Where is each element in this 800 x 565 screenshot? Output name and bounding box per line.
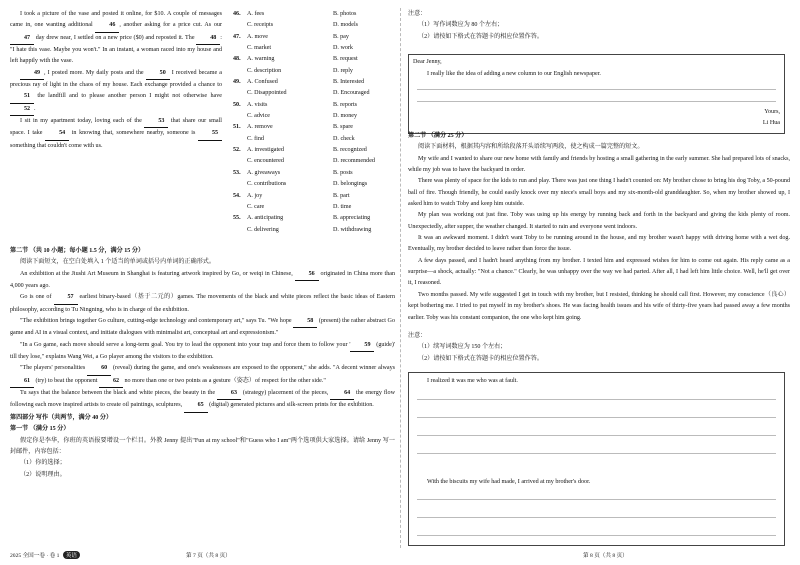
option-choice: D. recommended xyxy=(333,158,375,165)
option-choice: C. contributions xyxy=(247,181,287,188)
option-choice: D. work xyxy=(333,45,353,52)
option-choice: A. anticipating xyxy=(247,215,284,222)
option-choice: C. market xyxy=(247,45,272,52)
option-choice: B. spare xyxy=(333,124,353,131)
task1-item-1: （1）你的选择； xyxy=(20,460,66,467)
letter-greeting: Dear Jenny, xyxy=(413,59,442,65)
answer-blank[interactable]: 63 xyxy=(217,388,241,400)
para-tu: Tu says that the balance between the black and white pieces, the beauty in the 63 (strategy) placement of the pieces, 64 the energy flow following each move inspired artists to create oil paintings, sculptures, 65 (digital) generated pictures and silk-screen prints for the exhibition. xyxy=(10,388,395,413)
answer-blank[interactable]: 54 xyxy=(45,128,69,140)
option-choice: A. investigated xyxy=(247,147,284,154)
story-para-5: A few days passed, and I hadn't heard anything from my brother. I texted him and expressed wishes for him to come out again. His reply came as a surprise—a shock, actually: "Not a chance." Clearly, he was unhappy over the way we had parted. After all, I had left him little choice. Well, he'll get over it, I reasoned. xyxy=(408,257,790,287)
option-choice: B. photos xyxy=(333,11,357,17)
option-row xyxy=(233,77,403,88)
footer-badge: 英语 xyxy=(63,551,80,559)
note1-item-2: （2）请按如下格式在答题卡的相应位置作答。 xyxy=(418,33,543,40)
option-choice: D. reply xyxy=(333,67,353,74)
answer-blank[interactable]: 52 xyxy=(10,104,34,116)
answer-blank[interactable]: 59 xyxy=(350,340,374,352)
writing-line xyxy=(417,517,776,518)
para-personal: "The players' personalities 60 (reveal) during the game, and one's weaknesses are exposed to the opponent," she adds. "A decent winner always 61 (try) to beat the opponent 62 no more than one or two points as a gesture（姿态）of respect for the other side." xyxy=(10,363,395,388)
footer-code: 2025 全国一卷 · 卷 1 xyxy=(10,553,60,559)
cloze-passage-end xyxy=(10,9,222,152)
answer-blank[interactable]: 58 xyxy=(293,316,317,328)
option-row xyxy=(233,66,403,77)
writing-line xyxy=(417,535,776,536)
option-number: 55. xyxy=(233,215,241,222)
passage-para-2: 49 , I posted more. My daily posts and the 50 I received became a precious ray of light in the chaos of my house. Each exchange provided a chance to 51 the landfill and to please another person I might not otherwise have 52 . xyxy=(10,68,222,116)
answer-blank[interactable]: 60 xyxy=(87,363,111,375)
option-choice: C. description xyxy=(247,67,282,74)
writing-line xyxy=(417,101,776,102)
option-row xyxy=(233,9,403,20)
section2-heading-right: 第二节 （满分 25 分） xyxy=(408,133,468,139)
option-number xyxy=(233,43,247,54)
option-row xyxy=(233,54,403,65)
option-number xyxy=(233,134,247,145)
option-row xyxy=(233,213,403,224)
passage-para-1: I took a picture of the vase and posted it online, for $10. A couple of messages came in, one wanting additional 46 , another asking for a price cut. As our 47 day drew near, I settled on a new price ($0) and reposted it. The 48 : "I hate this vase. Maybe you won't." In an instant, a woman raced into my house and left happily with the vase. xyxy=(10,11,222,65)
option-row xyxy=(233,100,403,111)
option-choice: A. move xyxy=(247,33,268,40)
writing-line xyxy=(417,399,776,400)
option-number xyxy=(233,179,247,190)
para-hope: "The exhibition brings together Go culture, cutting-edge technology and contemporary art," says Tu. "We hope 58 (present) the rather abstract Go game and AI in a visual context, and initiate dialogues with minimalist art, conceptual art and expressionism." xyxy=(10,318,395,337)
writing-task1: 假定你是李华，你班的英语报要增设一个栏目。外教 Jenny 提出"Fun at my school"和"Guess who I am"两个选项供大家选择。请给 Jenny 写一封邮件，内容包括： xyxy=(10,437,395,455)
option-row xyxy=(233,225,403,236)
story-para-3: My plan was working out just fine. Toby was using up his energy by running back and forth in the backyard and giving the kids plenty of room. Unexpectedly, after supper, the weather changed. It started to rain and everyone went indoors. xyxy=(408,212,790,230)
option-choice: B. Interested xyxy=(333,79,365,86)
option-row xyxy=(233,122,403,133)
option-number: 48. xyxy=(233,56,241,63)
option-choice: D. Encouraged xyxy=(333,90,370,97)
option-row xyxy=(233,88,403,99)
option-number: 51. xyxy=(233,124,241,131)
answer-blank[interactable]: 51 xyxy=(10,91,34,103)
writing-line xyxy=(417,499,776,500)
option-choice: B. posts xyxy=(333,169,353,176)
answer-blank[interactable]: 47 xyxy=(10,33,34,45)
note1-heading: 注意： xyxy=(408,11,427,17)
story-para-6: Two months passed. My wife suggested I get in touch with my brother, but I resisted, thinking he should call first. However, my conscience（良心）kept bothering me. I tried to put myself in my brother's shoes. He was facing health issues and his wife of thirty-five years had passed away a few months earlier. Toby was his constant companion, the one who kept him going. xyxy=(408,291,790,321)
passage-para-3: I sit in my apartment today, loving each of the 53 that share our small space. I take 54 in knowing that, somewhere nearby, someone is 55 something that couldn't come with us. xyxy=(10,118,222,149)
letter-closing: Yours, xyxy=(764,109,780,115)
section2-heading: 第二节 （共 10 小题；每小题 1.5 分，满分 15 分） xyxy=(10,248,145,254)
option-number xyxy=(233,66,247,77)
answer-blank[interactable]: 62 xyxy=(99,376,123,388)
option-choice: B. reports xyxy=(333,101,358,108)
answer-blank[interactable]: 56 xyxy=(295,269,319,281)
option-choice: C. advice xyxy=(247,113,271,120)
note2-item-2: （2）请按如下格式在答题卡的相应位置作答。 xyxy=(418,355,543,362)
footer-page-8: 第 8 页（共 8 页） xyxy=(583,553,628,559)
option-row xyxy=(233,32,403,43)
option-number xyxy=(233,225,247,236)
continuation-section xyxy=(408,131,790,324)
option-choice: C. find xyxy=(247,135,264,142)
letter-name: Li Hua xyxy=(762,120,780,126)
answer-blank[interactable]: 49 xyxy=(20,68,44,80)
answer-blank[interactable]: 65 xyxy=(184,400,208,412)
story-para-4: It was an awkward moment. I didn't want Toby to be running around in the house, and my brother wasn't happy with driving home with a wet dog. Eventually, my brother decided to leave rather than force the issue. xyxy=(408,235,790,253)
option-row xyxy=(233,145,403,156)
option-choice: B. request xyxy=(333,56,358,63)
option-number xyxy=(233,202,247,213)
option-choice: A. fees xyxy=(247,11,265,17)
option-choice: B. pay xyxy=(333,33,349,40)
option-choice: A. Confused xyxy=(247,79,278,86)
continuation-opening-1: I realized it was me who was at fault. xyxy=(427,378,518,384)
option-choice: B. appreciating xyxy=(333,215,371,222)
option-number: 54. xyxy=(233,192,241,199)
option-row xyxy=(233,111,403,122)
option-row xyxy=(233,191,403,202)
section2-instruction-right: 阅读下面材料，根据其内容和所给段落开头语续写两段，使之构成一篇完整的短文。 xyxy=(418,144,644,151)
option-choice: A. remove xyxy=(247,124,273,131)
option-choice: A. warning xyxy=(247,56,275,63)
writing-line xyxy=(417,89,776,90)
option-choice: D. time xyxy=(333,203,352,210)
footer-page-7: 第 7 页（共 8 页） xyxy=(186,553,231,559)
answer-blank[interactable]: 55 xyxy=(198,128,222,140)
option-row xyxy=(233,20,403,31)
option-row xyxy=(233,202,403,213)
option-number xyxy=(233,88,247,99)
part4-heading: 第四部分 写作（共两节，满分 40 分） xyxy=(10,414,113,421)
note2-item-1: （1）续写词数应为 150 个左右； xyxy=(418,344,507,351)
option-row xyxy=(233,156,403,167)
note1-item-1: （1）写作词数应为 80 个左右； xyxy=(418,22,504,29)
option-row xyxy=(233,43,403,54)
writing-note-1 xyxy=(408,9,790,43)
answer-blank[interactable]: 53 xyxy=(144,116,168,128)
option-number: 47. xyxy=(233,33,241,40)
option-number: 49. xyxy=(233,79,241,86)
option-choice: D. belongings xyxy=(333,181,368,188)
option-number xyxy=(233,156,247,167)
story-para-2: There was plenty of space for the kids to run and play. There was just one thing I hadn't counted on: My brother chose to bring his dog Toby, a 50-pound ball of fire. Though friendly, he could easily knock over my niece's small boys and my six-month-old granddaughter. So, when my brother showed up, I asked him to watch Toby and keep him outside. xyxy=(408,178,790,208)
writing-line xyxy=(417,453,776,454)
option-choice: C. encountered xyxy=(247,158,284,165)
letter-template-box xyxy=(408,54,785,134)
answer-blank[interactable]: 61 xyxy=(10,376,34,388)
continuation-opening-2: With the biscuits my wife had made, I arrived at my brother's door. xyxy=(427,479,591,485)
grammar-section xyxy=(10,246,395,481)
option-number xyxy=(233,20,247,31)
answer-blank[interactable]: 48 xyxy=(196,33,220,45)
option-choice: B. recognized xyxy=(333,147,367,154)
option-choice: D. models xyxy=(333,22,359,29)
option-choice: C. Disappointed xyxy=(247,90,287,97)
task1-item-2: （2）说明理由。 xyxy=(20,471,66,478)
note2-heading: 注意： xyxy=(408,333,427,339)
answer-blank[interactable]: 46 xyxy=(95,20,119,32)
option-choice: A. visits xyxy=(247,101,268,108)
writing-section1-heading: 第一节 （满分 15 分） xyxy=(10,426,70,433)
option-choice: C. delivering xyxy=(247,226,279,233)
option-choice: A. joy xyxy=(247,192,263,199)
letter-first-line: I really like the idea of adding a new column to our English newspaper. xyxy=(427,71,601,77)
option-row xyxy=(233,168,403,179)
answer-blank[interactable]: 64 xyxy=(330,388,354,400)
option-choice: D. check xyxy=(333,135,355,142)
para-intro: An exhibition at the Jiushi Art Museum in Shanghai is featuring artwork inspired by Go, or weiqi in Chinese, 56 originated in China more than 4,000 years ago. xyxy=(10,270,395,290)
section2-instruction: 阅读下面短文，在空白处填入 1 个适当的单词或括号内单词的正确形式。 xyxy=(20,259,215,266)
writing-note-2 xyxy=(408,331,790,365)
option-number: 46. xyxy=(233,11,241,17)
answer-blank[interactable]: 50 xyxy=(146,68,170,80)
writing-line xyxy=(417,417,776,418)
para-go: Go is one of 57 earliest binary-based（基于二元的）games. The movements of the black and white pieces reflect the basic ideas of Eastern philosophy, according to Tu Ningning, who is in charge of the exhibition. xyxy=(10,294,395,313)
writing-line xyxy=(417,435,776,436)
option-choice: C. care xyxy=(247,203,265,210)
option-choice: C. receipts xyxy=(247,22,274,29)
option-row xyxy=(233,134,403,145)
answer-blank[interactable]: 57 xyxy=(54,292,78,304)
option-number: 52. xyxy=(233,147,241,154)
option-row xyxy=(233,179,403,190)
option-number: 53. xyxy=(233,169,241,176)
cloze-options xyxy=(233,9,403,236)
story-para-1: My wife and I wanted to share our new home with family and friends by hosting a small gathering in the early summer. She had prepared lots of snacks, while my job was to have the backyard in order. xyxy=(408,155,790,174)
option-choice: B. part xyxy=(333,192,350,199)
option-choice: A. giveaways xyxy=(247,169,281,176)
option-number xyxy=(233,111,247,122)
para-game: "In a Go game, each move should serve a long-term goal. You try to lead the opponent into your trap and force them to follow your ' 59 (guide)' till they lose," explains Wang Wei, a Go player among the visitors to the exhibition. xyxy=(10,341,395,361)
option-choice: D. withdrawing xyxy=(333,226,372,233)
option-number: 50. xyxy=(233,101,241,108)
option-choice: D. money xyxy=(333,113,358,120)
continuation-box xyxy=(408,372,785,546)
footer-left xyxy=(10,551,80,559)
